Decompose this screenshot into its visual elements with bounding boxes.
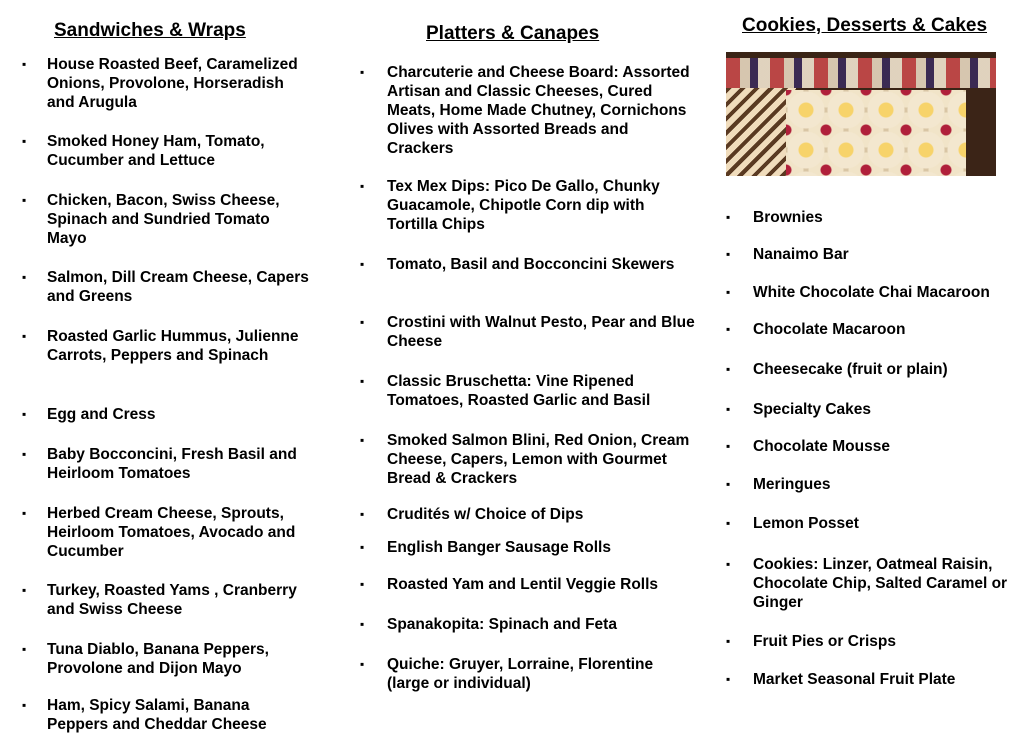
bullet-icon: ▪ (726, 402, 731, 416)
list-item: ▪ Market Seasonal Fruit Plate (726, 671, 956, 688)
bullet-icon: ▪ (360, 179, 365, 193)
bullet-icon: ▪ (360, 65, 365, 79)
list-item: ▪ House Roasted Beef, Caramelized Onions, Provolone, Horseradish and Arugula (22, 56, 298, 111)
list-item: ▪ Ham, Spicy Salami, Banana Peppers and Cheddar Cheese (22, 697, 267, 733)
bullet-icon: ▪ (22, 583, 27, 597)
list-item: ▪ Charcuterie and Cheese Board: Assorted Artisan and Classic Cheeses, Cured Meats, Home Made Chutney, Cornichons Olives with Assorted Breads and Crackers (360, 64, 690, 157)
desserts-heading: Cookies, Desserts & Cakes (742, 15, 988, 36)
list-item: ▪ Salmon, Dill Cream Cheese, Capers and Greens (22, 269, 309, 305)
list-item: ▪ Brownies (726, 209, 823, 226)
bullet-icon: ▪ (22, 57, 27, 71)
bullet-icon: ▪ (22, 447, 27, 461)
list-item: ▪ Chicken, Bacon, Swiss Cheese, Spinach and Sundried Tomato Mayo (22, 192, 280, 247)
list-item: ▪ Tomato, Basil and Bocconcini Skewers (360, 256, 675, 273)
bullet-icon: ▪ (726, 477, 731, 491)
bullet-icon: ▪ (360, 540, 365, 554)
bullet-icon: ▪ (360, 617, 365, 631)
cookies-photo (726, 52, 996, 176)
list-item: ▪ Meringues (726, 476, 831, 493)
bullet-icon: ▪ (360, 257, 365, 271)
list-item: ▪ Tuna Diablo, Banana Peppers, Provolone and Dijon Mayo (22, 641, 269, 677)
bullet-icon: ▪ (22, 193, 27, 207)
bullet-icon: ▪ (22, 329, 27, 343)
bullet-icon: ▪ (726, 285, 731, 299)
bullet-icon: ▪ (726, 322, 731, 336)
bullet-icon: ▪ (22, 642, 27, 656)
bullet-icon: ▪ (360, 433, 365, 447)
sandwiches-heading: Sandwiches & Wraps (54, 20, 246, 41)
list-item: ▪ Classic Bruschetta: Vine Ripened Tomatoes, Roasted Garlic and Basil (360, 373, 651, 409)
list-item: ▪ English Banger Sausage Rolls (360, 539, 611, 556)
bullet-icon: ▪ (726, 439, 731, 453)
platters-heading: Platters & Canapes (426, 23, 600, 44)
bullet-icon: ▪ (22, 506, 27, 520)
list-item: ▪ Herbed Cream Cheese, Sprouts, Heirloom Tomatoes, Avocado and Cucumber (22, 505, 296, 560)
bullet-icon: ▪ (22, 407, 27, 421)
bullet-icon: ▪ (360, 657, 365, 671)
list-item: ▪ Tex Mex Dips: Pico De Gallo, Chunky Guacamole, Chipotle Corn dip with Tortilla Chips (360, 178, 660, 233)
list-item: ▪ Crudités w/ Choice of Dips (360, 506, 584, 523)
bullet-icon: ▪ (22, 134, 27, 148)
list-item: ▪ Egg and Cress (22, 406, 156, 423)
list-item: ▪ Nanaimo Bar (726, 246, 849, 263)
bullet-icon: ▪ (360, 374, 365, 388)
list-item: ▪ Smoked Honey Ham, Tomato, Cucumber and Lettuce (22, 133, 265, 169)
list-item: ▪ Chocolate Macaroon (726, 321, 906, 338)
list-item: ▪ Fruit Pies or Crisps (726, 633, 896, 650)
bullet-icon: ▪ (726, 247, 731, 261)
list-item: ▪ Smoked Salmon Blini, Red Onion, Cream Cheese, Capers, Lemon with Gourmet Bread & Crackers (360, 432, 690, 487)
list-item: ▪ Specialty Cakes (726, 401, 872, 418)
bullet-icon: ▪ (726, 557, 731, 571)
bullet-icon: ▪ (726, 634, 731, 648)
list-item: ▪ Roasted Yam and Lentil Veggie Rolls (360, 576, 659, 593)
list-item: ▪ Quiche: Gruyer, Lorraine, Florentine (large or individual) (360, 656, 654, 692)
bullet-icon: ▪ (726, 210, 731, 224)
list-item: ▪ White Chocolate Chai Macaroon (726, 284, 990, 301)
bullet-icon: ▪ (726, 672, 731, 686)
list-item: ▪ Baby Bocconcini, Fresh Basil and Heirloom Tomatoes (22, 446, 297, 482)
bullet-icon: ▪ (22, 698, 27, 712)
list-item: ▪ Lemon Posset (726, 515, 859, 532)
bullet-icon: ▪ (360, 315, 365, 329)
bullet-icon: ▪ (22, 270, 27, 284)
list-item: ▪ Crostini with Walnut Pesto, Pear and Blue Cheese (360, 314, 695, 350)
list-item: ▪ Turkey, Roasted Yams , Cranberry and Swiss Cheese (22, 582, 297, 618)
bullet-icon: ▪ (360, 577, 365, 591)
list-item: ▪ Spanakopita: Spinach and Feta (360, 616, 617, 633)
list-item: ▪ Cookies: Linzer, Oatmeal Raisin, Chocolate Chip, Salted Caramel or Ginger (726, 556, 1008, 611)
list-item: ▪ Cheesecake (fruit or plain) (726, 361, 948, 378)
list-item: ▪ Chocolate Mousse (726, 438, 890, 455)
list-item: ▪ Roasted Garlic Hummus, Julienne Carrots, Peppers and Spinach (22, 328, 299, 364)
bullet-icon: ▪ (726, 516, 731, 530)
bullet-icon: ▪ (360, 507, 365, 521)
bullet-icon: ▪ (726, 362, 731, 376)
